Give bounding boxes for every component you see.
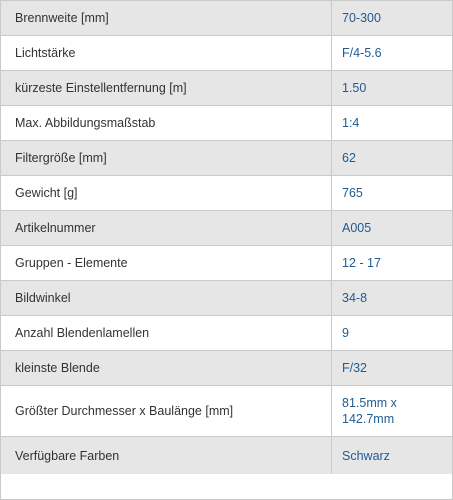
spec-label: Max. Abbildungsmaßstab [1, 106, 332, 140]
spec-value: F/32 [342, 361, 368, 375]
spec-value: F/4-5.6 [342, 46, 382, 60]
spec-value: 1.50 [342, 81, 367, 95]
table-row [1, 106, 452, 141]
spec-label: Bildwinkel [1, 281, 332, 315]
table-row [1, 437, 452, 474]
table-row [1, 386, 452, 437]
spec-value: 62 [342, 151, 356, 165]
spec-value: A005 [342, 221, 372, 235]
spec-label: Lichtstärke [1, 36, 332, 70]
table-row [1, 176, 452, 211]
spec-value: 34-8 [342, 291, 368, 305]
table-row [1, 141, 452, 176]
spec-value: 9 [342, 326, 349, 340]
table-row [1, 246, 452, 281]
table-row [1, 71, 452, 106]
spec-value: 765 [342, 186, 363, 200]
table-row [1, 1, 452, 36]
spec-label: kürzeste Einstellentfernung [m] [1, 71, 332, 105]
spec-value: Schwarz [342, 448, 390, 463]
spec-label: kleinste Blende [1, 351, 332, 385]
spec-label: Filtergröße [mm] [1, 141, 332, 175]
spec-label: Artikelnummer [1, 211, 332, 245]
table-row [1, 211, 452, 246]
spec-label: Größter Durchmesser x Baulänge [mm] [1, 386, 332, 436]
spec-label: Gewicht [g] [1, 176, 332, 210]
spec-label: Brennweite [mm] [1, 1, 332, 35]
spec-label: Anzahl Blendenlamellen [1, 316, 332, 350]
spec-value: 70-300 [342, 11, 381, 25]
table-row [1, 36, 452, 71]
spec-value: 1:4 [342, 116, 360, 130]
spec-label: Verfügbare Farben [1, 437, 332, 474]
table-row [1, 316, 452, 351]
spec-value: 12 - 17 [342, 256, 381, 270]
table-row [1, 351, 452, 386]
table-row [1, 281, 452, 316]
spec-value: 81.5mm x 142.7mm [342, 396, 397, 426]
spec-label: Gruppen - Elemente [1, 246, 332, 280]
